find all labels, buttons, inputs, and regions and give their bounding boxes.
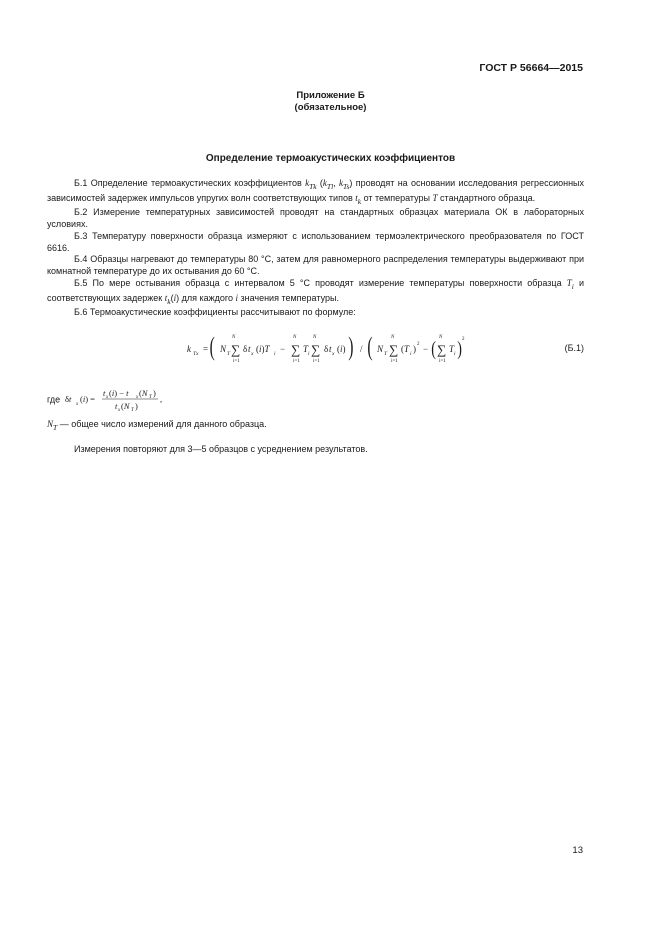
svg-text:T: T — [449, 344, 455, 354]
svg-text:i=1: i=1 — [439, 359, 446, 364]
svg-text:T: T — [227, 351, 231, 357]
paragraph-b4: Б.4 Образцы нагревают до температуры 80 °С, затем для равномерного распределения температуры выдерживают при комнатной температуре до их остывания до 60 °С. — [47, 254, 584, 277]
svg-text:−: − — [423, 344, 429, 354]
svg-text:T: T — [148, 395, 152, 400]
svg-text:): ) — [348, 331, 354, 362]
svg-text:x: x — [105, 395, 108, 400]
svg-text:T: T — [130, 408, 134, 413]
svg-text:): ) — [457, 337, 462, 360]
svg-text:(N: (N — [120, 401, 130, 411]
svg-text:N: N — [293, 335, 297, 340]
svg-text:T: T — [303, 344, 309, 354]
svg-text:(: ( — [367, 331, 373, 362]
svg-text:): ) — [152, 388, 156, 398]
svg-text:x: x — [75, 402, 78, 407]
svg-text:(T: (T — [401, 344, 410, 354]
svg-text:(N: (N — [138, 388, 148, 398]
paragraph-b1: Б.1 Определение термоакустических коэффициентов $k_{Tk}$ ($k_{Tl}$, $k_{Ts}$) проводят на основании исследования регрессионных зависимостей задержек импульсов упругих волн соответствующих типов $t_k$ от температуры T стандартного образца. — [47, 178, 585, 206]
formula-graphic — [47, 330, 467, 370]
svg-text:i: i — [454, 351, 456, 357]
svg-text:(i) =: (i) = — [79, 394, 95, 404]
svg-text:∑: ∑ — [291, 342, 301, 357]
svg-text:i=1: i=1 — [391, 359, 398, 364]
svg-text:t: t — [248, 344, 251, 354]
svg-text:i: i — [410, 351, 412, 357]
where-label: где — [47, 394, 61, 405]
svg-text:N: N — [377, 344, 384, 354]
svg-text:Tx: Tx — [193, 351, 199, 357]
svg-text:x: x — [135, 395, 138, 400]
svg-text:(: ( — [209, 331, 215, 362]
svg-text:t: t — [114, 401, 118, 411]
nt-definition: $N_T$ — общее число измерений для данного образца. — [47, 419, 267, 432]
svg-text:∑: ∑ — [437, 342, 447, 357]
formula-number: (Б.1) — [564, 343, 584, 353]
svg-text:2: 2 — [462, 337, 465, 342]
svg-text:x: x — [117, 408, 120, 413]
svg-text:∑: ∑ — [231, 342, 241, 357]
appendix-heading — [0, 90, 661, 114]
page-number: 13 — [572, 845, 583, 856]
svg-text:i: i — [308, 351, 310, 357]
svg-text:i=1: i=1 — [293, 359, 300, 364]
body-text — [47, 178, 584, 319]
delta-formula — [63, 385, 173, 415]
svg-text:k: k — [187, 344, 191, 354]
paragraph-b2: Б.2 Измерение температурных зависимостей проводят на стандартных образцах материала ОК в лабораторных условиях. — [47, 207, 584, 229]
svg-text:): ) — [134, 401, 138, 411]
svg-text:t: t — [329, 344, 332, 354]
svg-text:δ: δ — [324, 344, 329, 354]
svg-text:(i) − t: (i) − t — [108, 388, 129, 398]
svg-text:/: / — [360, 344, 363, 354]
where-clause — [47, 385, 173, 415]
section-title: Определение термоакустических коэффициентов — [205, 153, 456, 164]
svg-text:i=1: i=1 — [233, 359, 240, 364]
svg-text:δt: δt — [64, 394, 72, 404]
svg-text:(i): (i) — [337, 344, 346, 354]
svg-text:x: x — [332, 351, 335, 357]
svg-text:(i)T: (i)T — [256, 344, 270, 354]
repeat-note: Измерения повторяют для 3—5 образцов с усреднением результатов. — [74, 444, 368, 454]
svg-text:N: N — [220, 344, 227, 354]
paragraph-b3: Б.3 Температуру поверхности образца измеряют с использованием термоэлектрического преобразователя по ГОСТ 6616. — [47, 230, 584, 253]
svg-text:N: N — [313, 335, 317, 340]
appendix-label: Приложение Б — [296, 90, 365, 101]
svg-text:N: N — [391, 335, 395, 340]
svg-text:,: , — [159, 394, 162, 404]
paragraph-b5: Б.5 По мере остывания образца с интервалом 5 °С проводят измерение температуры поверхности образца $T_i$ и соответствующих задержек $t_k(i)$ для каждого i значения температуры. — [47, 277, 585, 306]
svg-text:t: t — [102, 388, 106, 398]
svg-text:x: x — [251, 351, 254, 357]
svg-text:): ) — [413, 344, 416, 354]
formula-b1 — [47, 330, 584, 370]
standard-designation: ГОСТ Р 56664—2015 — [479, 62, 583, 74]
svg-text:N: N — [232, 335, 236, 340]
svg-text:2: 2 — [417, 342, 420, 347]
svg-text:(: ( — [431, 337, 436, 360]
svg-text:T: T — [384, 351, 388, 357]
svg-text:∑: ∑ — [311, 342, 321, 357]
svg-text:i=1: i=1 — [313, 359, 320, 364]
svg-text:δ: δ — [243, 344, 248, 354]
svg-text:=: = — [203, 344, 209, 354]
svg-text:∑: ∑ — [389, 342, 399, 357]
svg-text:−: − — [280, 344, 286, 354]
svg-text:N: N — [439, 335, 443, 340]
svg-text:i: i — [274, 351, 276, 357]
paragraph-b6: Б.6 Термоакустические коэффициенты рассчитывают по формуле: — [74, 307, 356, 318]
appendix-status: (обязательное) — [294, 102, 367, 113]
